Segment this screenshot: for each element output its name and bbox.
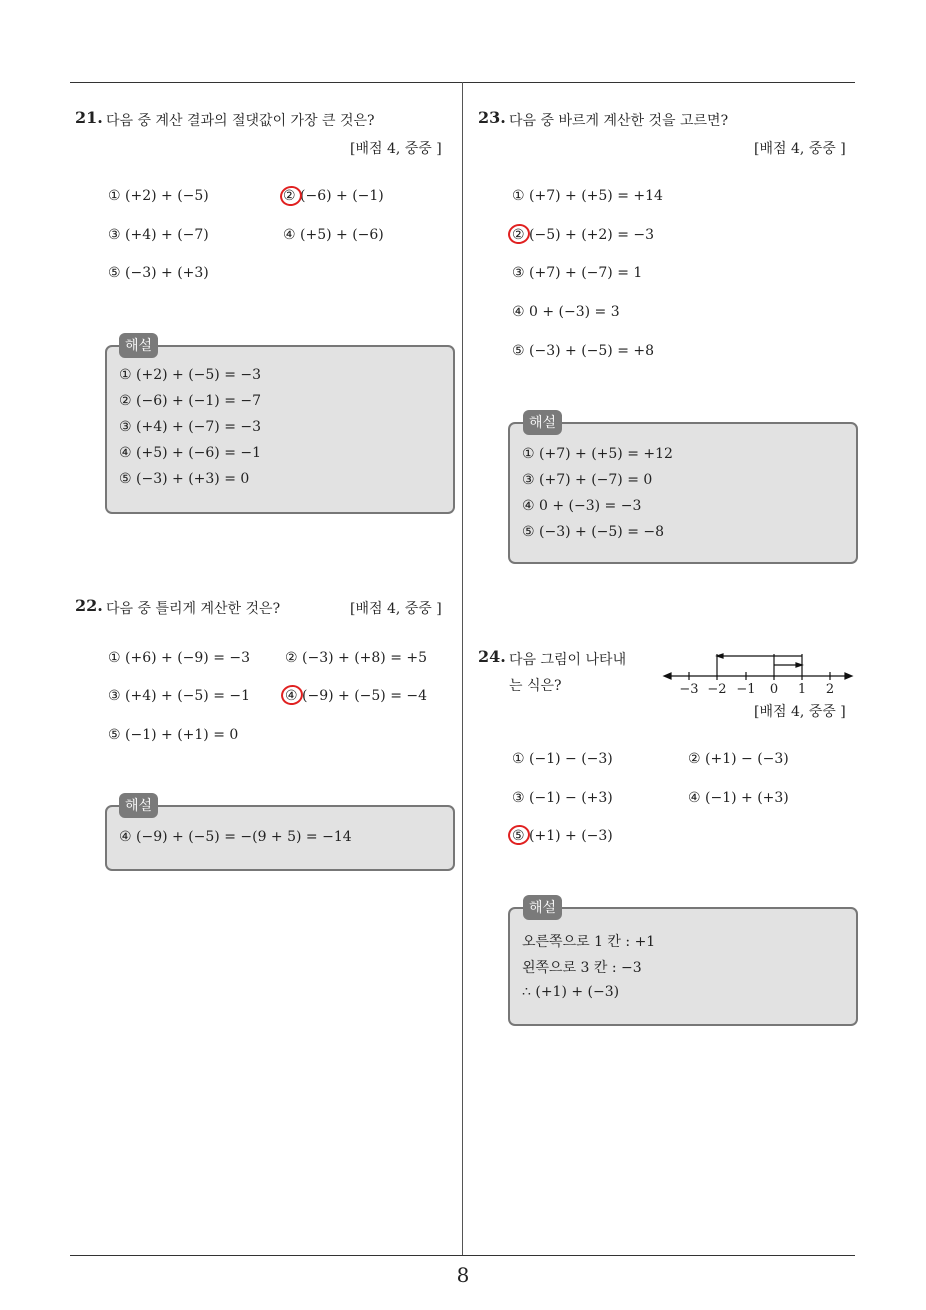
score-meta: [배점 4, 중중 ] <box>754 704 846 720</box>
tick-label: 2 <box>825 682 835 697</box>
option-2[interactable]: ② (−3) + (+8) = +5 <box>285 650 428 666</box>
question-text: 다음 중 계산 결과의 절댓값이 가장 큰 것은? <box>106 113 375 129</box>
question-number: 24. <box>478 647 506 666</box>
option-4[interactable]: ④ (+5) + (−6) <box>283 227 384 243</box>
tick-label: −2 <box>707 682 727 697</box>
question-text: 다음 중 바르게 계산한 것을 고르면? <box>509 113 729 129</box>
option-1[interactable]: ① (+2) + (−5) <box>108 188 209 204</box>
number-line-figure <box>662 648 854 698</box>
tick-label: 0 <box>769 682 779 697</box>
solution-box <box>105 345 455 514</box>
solution-tag: 해설 <box>119 793 158 818</box>
option-3[interactable]: ③ (+4) + (−5) = −1 <box>108 688 251 704</box>
tick-label: −1 <box>736 682 756 697</box>
solution-box <box>508 907 858 1026</box>
solution-line: ⑤ (−3) + (−5) = −8 <box>522 524 665 540</box>
bottom-rule <box>70 1255 855 1256</box>
question-number: 21. <box>75 108 103 127</box>
option-1[interactable]: ① (−1) − (−3) <box>512 751 613 767</box>
option-4[interactable]: ④ (−1) + (+3) <box>688 790 789 806</box>
option-3[interactable]: ③ (−1) − (+3) <box>512 790 613 806</box>
option-5[interactable]: ⑤ (+1) + (−3) <box>512 828 613 844</box>
option-1[interactable]: ① (+7) + (+5) = +14 <box>512 188 663 204</box>
solution-line: ∴ (+1) + (−3) <box>522 984 620 1000</box>
option-3[interactable]: ③ (+4) + (−7) <box>108 227 209 243</box>
column-divider <box>462 82 463 1255</box>
solution-line: ③ (+4) + (−7) = −3 <box>119 419 262 435</box>
option-3[interactable]: ③ (+7) + (−7) = 1 <box>512 265 643 281</box>
option-4[interactable]: ④ 0 + (−3) = 3 <box>512 304 620 320</box>
solution-tag: 해설 <box>523 895 562 920</box>
option-5[interactable]: ⑤ (−3) + (+3) <box>108 265 209 281</box>
question-text: 다음 중 틀리게 계산한 것은? <box>106 601 281 617</box>
solution-line: ② (−6) + (−1) = −7 <box>119 393 262 409</box>
solution-line: ④ 0 + (−3) = −3 <box>522 498 642 514</box>
solution-line: ⑤ (−3) + (+3) = 0 <box>119 471 250 487</box>
solution-line: ① (+2) + (−5) = −3 <box>119 367 262 383</box>
option-2[interactable]: ② (−5) + (+2) = −3 <box>512 227 655 243</box>
solution-tag: 해설 <box>119 333 158 358</box>
question-text: 다음 그림이 나타내 <box>509 652 627 668</box>
tick-label: −3 <box>679 682 699 697</box>
score-meta: [배점 4, 중중 ] <box>754 141 846 157</box>
option-1[interactable]: ① (+6) + (−9) = −3 <box>108 650 251 666</box>
option-5[interactable]: ⑤ (−3) + (−5) = +8 <box>512 343 655 359</box>
solution-box <box>105 805 455 871</box>
solution-line: 왼쪽으로 3 칸 : −3 <box>522 960 642 976</box>
solution-tag: 해설 <box>523 410 562 435</box>
solution-line: 오른쪽으로 1 칸 : +1 <box>522 934 656 950</box>
solution-box <box>508 422 858 564</box>
score-meta: [배점 4, 중중 ] <box>350 141 442 157</box>
question-number: 23. <box>478 108 506 127</box>
solution-line: ③ (+7) + (−7) = 0 <box>522 472 653 488</box>
page-number: 8 <box>456 1263 470 1287</box>
tick-label: 1 <box>797 682 807 697</box>
option-5[interactable]: ⑤ (−1) + (+1) = 0 <box>108 727 239 743</box>
question-number: 22. <box>75 596 103 615</box>
score-meta: [배점 4, 중중 ] <box>350 601 442 617</box>
option-2[interactable]: ② (−6) + (−1) <box>283 188 384 204</box>
solution-line: ④ (+5) + (−6) = −1 <box>119 445 262 461</box>
option-2[interactable]: ② (+1) − (−3) <box>688 751 789 767</box>
solution-line: ④ (−9) + (−5) = −(9 + 5) = −14 <box>119 829 352 845</box>
option-4[interactable]: ④ (−9) + (−5) = −4 <box>285 688 428 704</box>
solution-line: ① (+7) + (+5) = +12 <box>522 446 673 462</box>
question-text: 는 식은? <box>509 678 562 694</box>
